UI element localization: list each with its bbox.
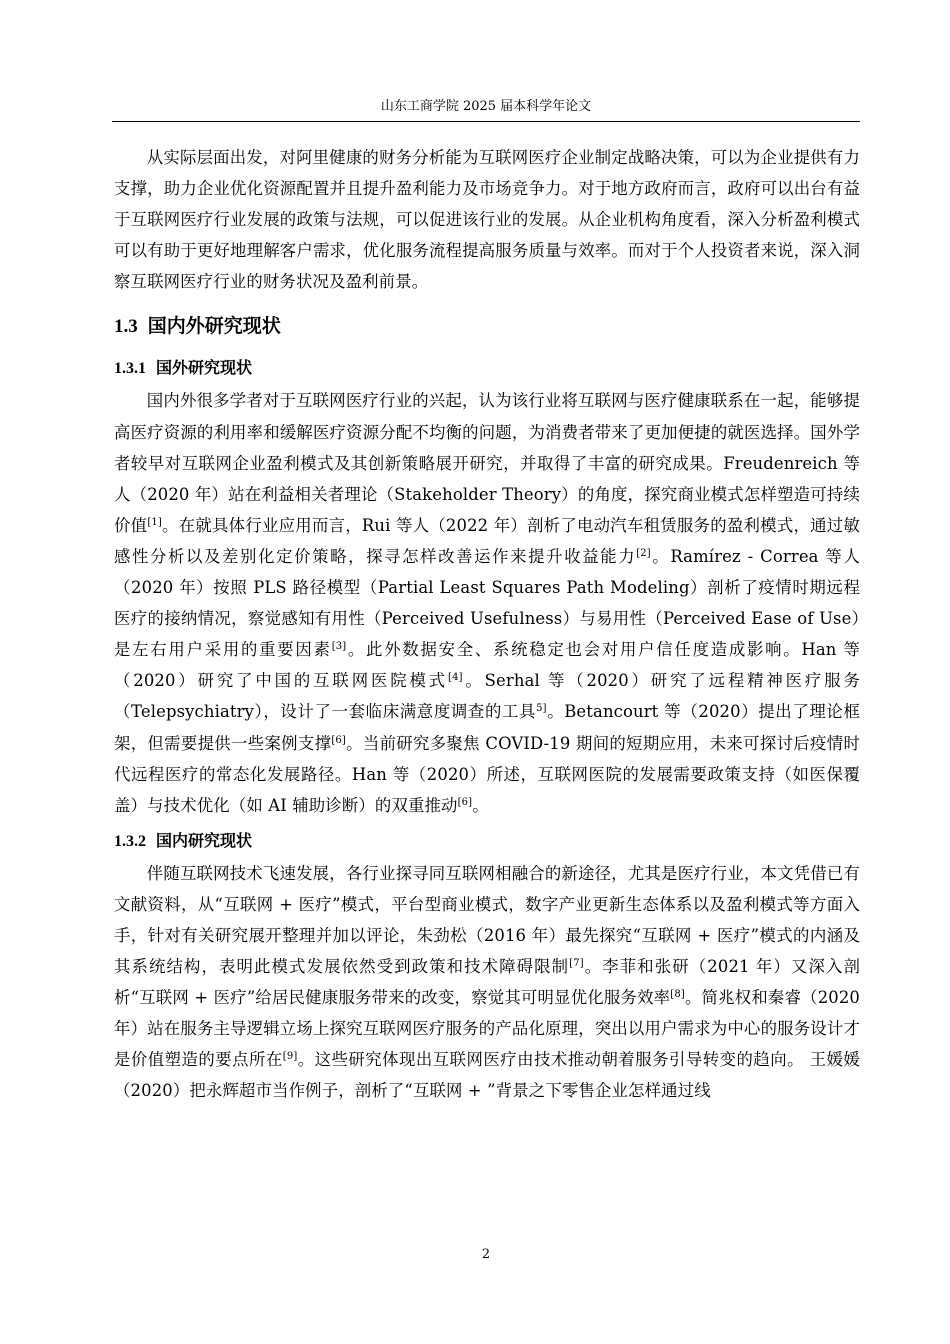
text-segment: 。Ramírez - Correa 等人（2020 年）按照 PLS 路径模型（Partial Least Squares Path Modeling）剖析了疫情时期远程医疗的接纳情况，察觉感知有用性（Perceived Usefulness）与易用性（Perceived Ease of Use）是左右用户采用的重要因素 bbox=[114, 546, 860, 660]
paragraph-practical-significance: 从实际层面出发，对阿里健康的财务分析能为互联网医疗企业制定战略决策，可以为企业提供有力支撑，助力企业优化资源配置并且提升盈利能力及市场竞争力。对于地方政府而言，政府可以出台有益于互联网医疗行业发展的政策与法规，可以促进该行业的发展。从企业机构角度看，深入分析盈利模式可以有助于更好地理解客户需求，优化服务流程提高服务质量与效率。而对于个人投资者来说，深入洞察互联网医疗行业的财务状况及盈利前景。 bbox=[114, 148, 860, 292]
section-number: 1.3 bbox=[114, 316, 138, 338]
running-header: 山东工商学院 2025 届本科学年论文 bbox=[380, 99, 592, 114]
paragraph-domestic-research bbox=[114, 858, 860, 1107]
text-segment: 。李菲和张研（2021 年）又深入剖析“互联网 + 医疗”给居民健康服务带来的改变，察觉其可明显优化服务效率 bbox=[114, 957, 860, 1008]
subsection-heading-1-3-2 bbox=[114, 825, 860, 858]
text-segment: 。简兆权和秦睿（2020 年）站在服务主导逻辑立场上探究互联网医疗服务的产品化原理，突出以用户需求为中心的服务设计才是价值塑造的要点所在 bbox=[114, 988, 861, 1070]
text-segment: 。此外数据安全、系统稳定也会对用户信任度造成影响。Han 等（2020）研究了中国的互联网医院模式 bbox=[114, 640, 860, 691]
section-title: 国内外研究现状 bbox=[147, 315, 281, 338]
subsection-number: 1.3.2 bbox=[114, 832, 146, 850]
citation: [4] bbox=[448, 672, 463, 684]
page-number: 2 bbox=[481, 1247, 491, 1262]
citation: [9] bbox=[282, 1051, 298, 1063]
citation: [6] bbox=[331, 734, 346, 746]
page-body bbox=[114, 142, 860, 1107]
subsection-heading-1-3-1 bbox=[114, 352, 860, 385]
text-segment: 。当前研究多聚焦 COVID-19 期间的短期应用，未来可探讨后疫情时代远程医疗的常态化发展路径。Han 等（2020）所述，互联网医院的发展需要政策支持（如医保覆盖）与技术优化（如 AI 辅助诊断）的双重推动 bbox=[114, 733, 860, 815]
text-segment: 伴随互联网技术飞速发展，各行业探寻同互联网相融合的新途径，尤其是医疗行业，本文凭借已有文献资料，从“互联网 + 医疗”模式，平台型商业模式，数字产业更新生态体系以及盈利模式等方面入手，针对有关研究展开整理并加以评论，朱劲松（2016 年）最先探究“互联网 + 医疗”模式的内涵及其系统结构，表明此模式发展依然受到政策和技术障碍限制 bbox=[114, 863, 860, 977]
section-heading-1-3 bbox=[114, 309, 860, 344]
citation: [7] bbox=[569, 958, 584, 970]
text-segment: 国内外很多学者对于互联网医疗行业的兴起，认为该行业将互联网与医疗健康联系在一起，能够提高医疗资源的利用率和缓解医疗资源分配不均衡的问题，为消费者带来了更加便捷的就医选择。国外学者较早对互联网企业盈利模式及其创新策略展开研究，并取得了丰富的研究成果。Freudenreich 等人（2020 年）站在利益相关者理论（Stakeholder Theory）的角度，探究商业模式怎样塑造可持续价值 bbox=[114, 391, 860, 535]
subsection-title: 国内研究现状 bbox=[156, 830, 253, 850]
citation: [6] bbox=[457, 796, 473, 808]
citation: [8] bbox=[670, 989, 685, 1001]
citation: [1] bbox=[147, 516, 162, 528]
text-segment: 。Serhal 等（2020）研究了远程精神医疗服务（Telepsychiatry），设计了一套临床满意度调查的工具 bbox=[114, 671, 861, 722]
text-segment: 。Betancourt 等（2020）提出了理论框架，但需要提供一些案例支撑 bbox=[114, 702, 860, 753]
text-segment: 。这些研究体现出互联网医疗由技术推动朝着服务引导转变的趋向。 王媛媛（2020）把永辉超市当作例子，剖析了“互联网 + ”背景之下零售企业怎样通过线 bbox=[114, 1050, 860, 1101]
text-segment: 。 bbox=[472, 795, 489, 815]
subsection-title: 国外研究现状 bbox=[156, 358, 253, 378]
subsection-number: 1.3.1 bbox=[114, 360, 146, 378]
header-rule bbox=[112, 121, 860, 122]
citation: [2] bbox=[636, 547, 651, 559]
citation: 5] bbox=[536, 703, 547, 715]
text-segment: 。在就具体行业应用而言，Rui 等人（2022 年）剖析了电动汽车租赁服务的盈利模式，通过敏感性分析以及差别化定价策略，探寻怎样改善运作来提升收益能力 bbox=[114, 515, 860, 566]
citation: [3] bbox=[331, 641, 347, 653]
paragraph-foreign-research bbox=[114, 385, 860, 820]
